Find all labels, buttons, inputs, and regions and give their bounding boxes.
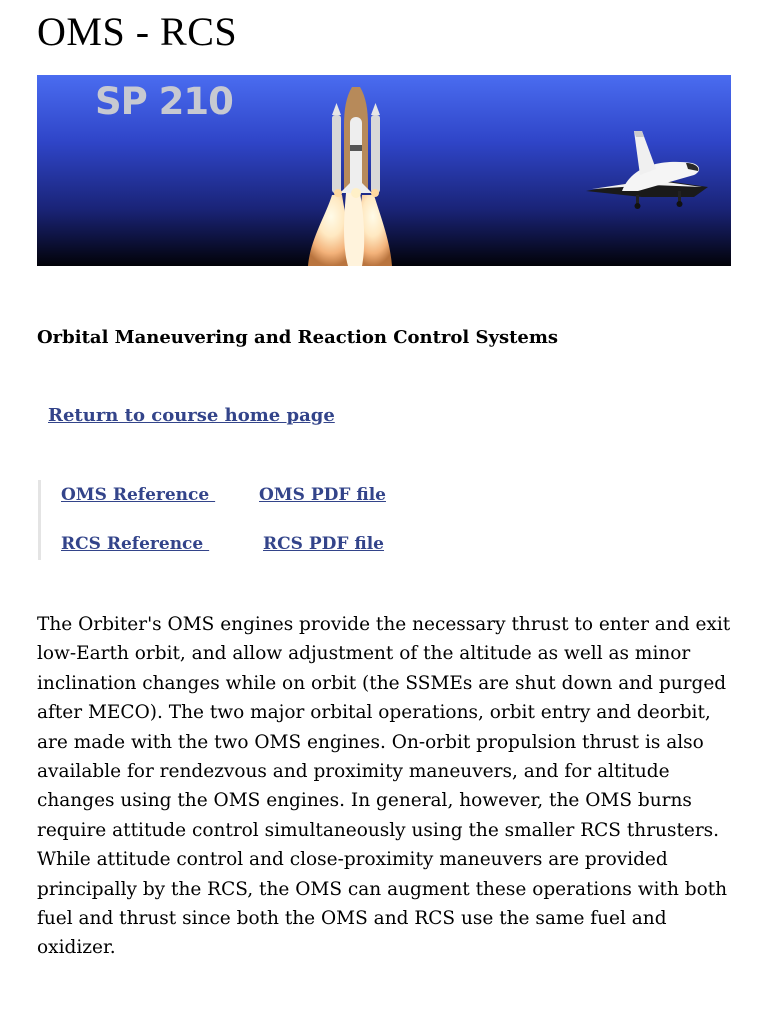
shuttle-launch-icon xyxy=(302,75,412,266)
sp210-banner xyxy=(37,75,731,266)
oms-description-paragraph: The Orbiter's OMS engines provide the necessary thrust to enter and exit low-Earth orbit, and allow adjustment of the altitude as well as minor inclination changes while on orbit (the SSMEs are shut down and purged after MECO). The two major orbital operations, orbit entry and deorbit, are made with the two OMS engines. On-orbit propulsion thrust is also available for rendezvous and proximity maneuvers, and for altitude changes using the OMS engines. In general, however, the OMS burns require attitude control simultaneously using the smaller RCS thrusters. While attitude control and close-proximity maneuvers are provided principally by the RCS, the OMS can augment these operations with both fuel and thrust since both the OMS and RCS use the same fuel and oxidizer. xyxy=(37,614,731,959)
oms-reference-link[interactable]: OMS Reference xyxy=(61,485,216,505)
oms-pdf-link[interactable]: OMS PDF file xyxy=(259,485,386,505)
rcs-pdf-link[interactable]: RCS PDF file xyxy=(263,534,385,554)
page-title: OMS - RCS xyxy=(37,9,238,54)
reference-links-block xyxy=(38,480,441,560)
banner-label: SP 210 xyxy=(95,80,233,123)
rcs-reference-link[interactable]: RCS Reference xyxy=(61,534,210,554)
shuttle-orbiter-icon xyxy=(582,125,722,215)
page-subtitle: Orbital Maneuvering and Reaction Control Systems xyxy=(37,327,559,348)
course-home-link[interactable]: Return to course home page xyxy=(48,405,335,426)
